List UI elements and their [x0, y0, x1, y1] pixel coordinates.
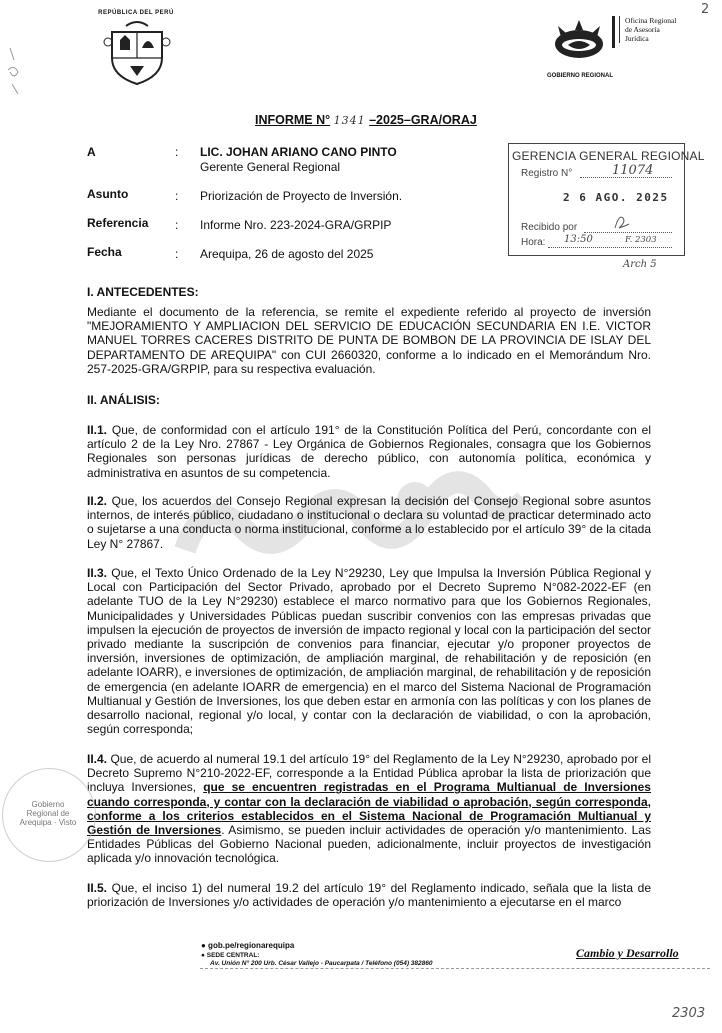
footer-sede-label: ● SEDE CENTRAL:: [201, 952, 260, 959]
page-bottom-number: 2303: [672, 1006, 706, 1021]
paragraph-text: Que, los acuerdos del Consejo Regional expresan la decisión del Consejo Regional sobre asuntos internos, de interés público, ciudadano o institucional o declara su voluntad de practicar determinado acto o sujetarse a una conducta o norma institucional, conforme a lo establecido por el artículo 39° de la citada Ley N° 27867.: [87, 494, 651, 551]
date-value: Arequipa, 26 de agosto del 2025: [200, 247, 374, 261]
peru-crest-icon: [100, 18, 174, 88]
office-line: Oficina Regional: [625, 16, 677, 25]
footer-slogan: Cambio y Desarrollo: [576, 946, 679, 960]
footer-divider: [200, 968, 710, 969]
office-name: [619, 16, 695, 43]
section-antecedentes-title: I. ANTECEDENTES:: [87, 285, 199, 299]
to-colon: :: [175, 145, 179, 159]
title-suffix: –2025–GRA/ORAJ: [369, 113, 477, 127]
footer-website: ● gob.pe/regionarequipa: [201, 941, 295, 950]
to-name: LIC. JOHAN ARIANO CANO PINTO: [200, 145, 397, 159]
paragraph-text: . Asimismo, se pueden incluir actividades de operación y/o mantenimiento. Las Entidades Públicas del Gobierno Nacional pueden, adicionalmente, incluir proyectos de investigación aplicada y/o innovación tecnológica.: [87, 823, 651, 866]
office-divider: [612, 16, 615, 48]
stamp-registry-value: 11074: [612, 163, 654, 178]
logo-caption: GOBIERNO REGIONAL: [546, 73, 613, 79]
reference-label: Referencia: [87, 216, 149, 230]
paragraph-number: II.2.: [87, 494, 108, 508]
paragraph-ii-2: [87, 494, 651, 551]
office-line: Jurídica: [625, 34, 649, 43]
margin-scribble: [4, 40, 28, 100]
crest-caption: REPÚBLICA DEL PERÚ: [98, 10, 174, 16]
paragraph-text: Que, el inciso 1) del numeral 19.2 del artículo 19° del Reglamento indicado, señala que la lista de priorización de Inversiones y/o actividades de operación y/o mantenimiento a ejecutarse en el marco: [87, 881, 651, 910]
paragraph-ii-3: [87, 566, 651, 736]
antecedentes-paragraph: Mediante el documento de la referencia, se remite el expediente referido al proyecto de inversión "MEJORAMIENTO Y AMPLIACION DEL SERVICIO DE EDUCACIÓN SECUNDARIA EN I.E. VICTOR MANUEL TORRES CACERES DISTRITO DE PUNTA DE BOMBON DE LA PROVINCIA DE ISLAY DEL DEPARTAMENTO DE AREQUIPA" con CUI 2660320, conforme a lo indicado en el Memorándum Nro. 257-2025-GRA/GRPIP, para su respectiva evaluación.: [87, 305, 651, 376]
stamp-time-label: Hora:: [521, 237, 546, 248]
paragraph-text: Que, de conformidad con el artículo 191° de la Constitución Política del Perú, concordante con el artículo 2 de la Ley Nro. 27867 - Ley Orgánica de Gobiernos Regionales, consagra que los Gobiernos Regionales son personas jurídicas de derecho público, con autonomía política, económica y administrativa en asuntos de su competencia.: [87, 423, 651, 480]
paragraph-number: II.3.: [87, 566, 108, 580]
title-handwritten-number: 1341: [333, 114, 366, 127]
paragraph-number: II.1.: [87, 423, 108, 437]
stamp-note: F. 2303: [625, 235, 657, 245]
subject-value: Priorización de Proyecto de Inversión.: [200, 189, 403, 203]
paragraph-underlined-text: que se encuentren registradas en el Programa Multianual de Inversiones cuando corresponda, y contar con la declaración de viabilidad o aprobación, según corresponda, conforme a los criterios establecidos en el Sistema Nacional de Programación Multianual y Gestión de Inversiones: [87, 780, 651, 838]
paragraph-text: Que, de acuerdo al numeral 19.1 del artículo 19° del Reglamento de la Ley N°29230, aprobado por el Decreto Supremo N°210-2022-EF, corresponde a la Entidad Pública aprobar la lista de priorización que incluya Inversiones,: [87, 752, 651, 795]
date-colon: :: [175, 247, 179, 261]
section-analisis-title: II. ANÁLISIS:: [87, 393, 160, 407]
paragraph-text: Que, el Texto Único Ordenado de la Ley N°29230, Ley que Impulsa la Inversión Pública Regional y Local con Participación del Sector Privado, aprobado por el Decreto Supremo N°082-2022-EF (en adelante TUO de la Ley N°29230) establece el marco normativo para que los Gobiernos Regionales, Municipalidades y Universidades Públicas puedan suscribir convenios con las empresas privadas que impulsen la ejecución de proyectos de inversión de impacto regional y local con la participación del sector privado mediante la suscripción de convenios para financiar, ejecutar y/o proponer proyectos de inversión, inversiones de optimización, de ampliación marginal, de rehabilitación y de reposición (en adelante IOARR), e inversiones de optimización, de ampliación marginal, de rehabilitación y de reposición de emergencia (en adelante IOARR de emergencia) en el marco del Sistema Nacional de Programación Multianual y Gestión de Inversiones, los que deben estar en armonía con las políticas y con los planes de desarrollo nacional, regional y/o local, y contar con la declaración de viabilidad, o con la aprobación, según corresponda;: [87, 566, 652, 737]
title-prefix: INFORME N°: [255, 113, 331, 127]
footer-address: Av. Unión N° 200 Urb. César Vallejo - Paucarpata / Teléfono (054) 382860: [210, 960, 433, 967]
report-title: [255, 113, 477, 127]
stamp-time-line: [548, 247, 672, 248]
reference-value: Informe Nro. 223-2024-GRA/GRPIP: [200, 218, 392, 232]
signature-mark: [612, 212, 632, 237]
stamp-title: GERENCIA GENERAL REGIONAL: [512, 149, 705, 163]
to-position: Gerente General Regional: [200, 160, 341, 174]
regional-logo-icon: [548, 18, 610, 66]
archive-note: Arch 5: [623, 259, 657, 270]
seal-text: Gobierno Regional de Arequipa · Visto: [19, 800, 77, 827]
stamp-time-value: 13:50: [564, 234, 593, 245]
date-label: Fecha: [87, 245, 122, 259]
reference-colon: :: [175, 218, 179, 232]
subject-label: Asunto: [87, 187, 129, 201]
stamp-date: 2 6 AGO. 2025: [563, 191, 669, 204]
office-line: de Asesoría: [625, 25, 660, 34]
paragraph-number: II.5.: [87, 881, 108, 895]
paragraph-ii-1: [87, 423, 651, 480]
page-corner-number: 2: [701, 2, 710, 17]
stamp-received-label: Recibido por: [521, 222, 578, 233]
to-label: A: [87, 145, 96, 159]
stamp-registry-label: Registro N°: [521, 168, 573, 179]
paragraph-number: II.4.: [87, 752, 108, 766]
subject-colon: :: [175, 189, 179, 203]
paragraph-ii-5: [87, 881, 651, 909]
paragraph-ii-4: [87, 752, 651, 866]
